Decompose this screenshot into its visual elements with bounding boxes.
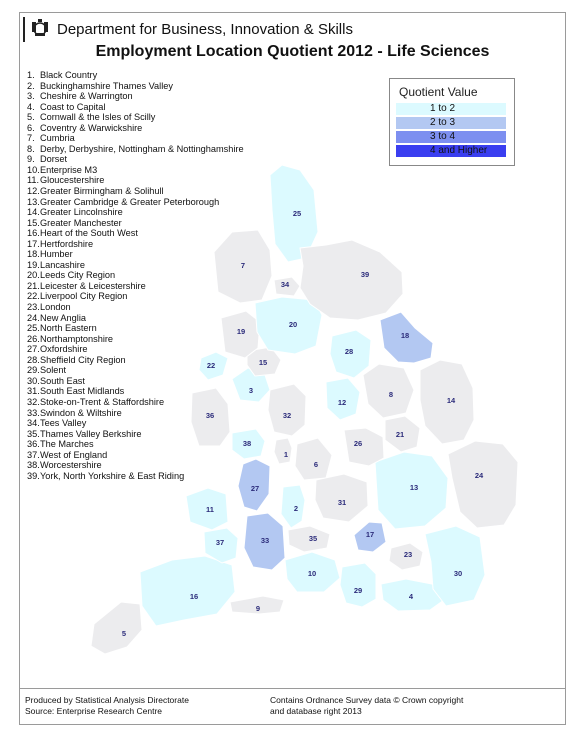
region-list-item [27,260,244,271]
region-20-label: 20 [288,320,298,329]
region-name: Leicester & Leicestershire [40,280,146,291]
region-list-item [27,291,244,302]
region-list [27,70,244,481]
region-name: Lancashire [40,259,85,270]
region-name: North Eastern [40,323,97,334]
region-number: 12. [27,186,40,197]
region-name: Coventry & Warwickshire [40,122,143,133]
region-9-label: 9 [255,604,261,613]
region-36-label: 36 [205,411,215,420]
region-name: Heart of the South West [40,228,138,239]
region-list-item [27,154,244,165]
region-32-label: 32 [282,411,292,420]
footer-copyright-line1: Contains Ordnance Survey data © Crown copyright [270,695,464,705]
region-name: Cheshire & Warrington [40,91,133,102]
region-list-item [27,355,244,366]
region-name: South East Midlands [40,386,125,397]
legend-label: 4 and Higher [430,145,488,156]
region-list-item [27,334,244,345]
region-24-label: 24 [474,471,484,480]
region-list-item [27,228,244,239]
region-29-area [340,563,376,607]
region-list-item [27,175,244,186]
region-name: South East [40,375,85,386]
region-15-label: 15 [258,358,268,367]
region-name: Liverpool City Region [40,291,128,302]
region-number: 6. [27,122,35,133]
region-list-item [27,313,244,324]
region-name: Gloucestershire [40,175,105,186]
region-name: Thames Valley Berkshire [40,428,142,439]
region-22-label: 22 [206,361,216,370]
region-list-item [27,270,244,281]
region-name: Black Country [40,70,98,80]
region-number: 30. [27,375,40,386]
region-1-label: 1 [283,450,289,459]
region-39-area [300,240,403,320]
region-number: 36. [27,439,40,450]
region-32-area [268,384,306,436]
region-23-label: 23 [403,550,413,559]
region-name: Humber [40,249,73,260]
region-list-item [27,344,244,355]
region-name: Greater Birmingham & Solihull [40,186,164,197]
region-18-label: 18 [400,331,410,340]
legend-item-2-to-3 [396,117,506,129]
region-number: 39. [27,470,40,481]
region-list-item [27,165,244,176]
region-name: Solent [40,365,67,376]
region-name: Cumbria [40,133,75,144]
region-14-label: 14 [446,396,456,405]
region-7-label: 7 [240,261,246,270]
region-number: 24. [27,312,40,323]
department-name: Department for Business, Innovation & Skills [57,21,353,38]
region-6-label: 6 [313,460,319,469]
region-name: Hertfordshire [40,238,94,249]
region-number: 13. [27,196,40,207]
region-17-label: 17 [365,530,375,539]
region-number: 16. [27,228,40,239]
region-list-item [27,439,244,450]
region-number: 3. [27,91,35,102]
region-name: Buckinghamshire Thames Valley [40,80,173,91]
region-name: York, North Yorkshire & East Riding [40,470,185,481]
region-29-label: 29 [353,586,363,595]
region-list-item [27,144,244,155]
region-11-label: 11 [206,505,214,514]
footer-produced-by: Produced by Statistical Analysis Directorate [25,695,189,705]
region-30-label: 30 [453,569,463,578]
region-number: 19. [27,259,40,270]
region-list-item [27,471,244,482]
region-list-item [27,418,244,429]
legend-item-3-to-4 [396,131,506,143]
region-number: 27. [27,344,40,355]
region-number: 23. [27,302,40,313]
region-list-item [27,102,244,113]
region-number: 35. [27,428,40,439]
region-19-label: 19 [236,327,246,336]
region-name: The Marches [40,439,94,450]
region-name: Derby, Derbyshire, Nottingham & Nottinghamshire [40,143,244,154]
region-number: 7. [27,133,35,144]
region-16-area [140,556,235,626]
region-name: Dorset [40,154,68,165]
region-name: Swindon & Wiltshire [40,407,122,418]
region-name: Cornwall & the Isles of Scilly [40,112,156,123]
region-name: Greater Cambridge & Greater Peterborough [40,196,220,207]
region-name: London [40,302,71,313]
region-number: 1. [27,70,35,80]
region-number: 14. [27,207,40,218]
region-number: 32. [27,396,40,407]
region-26-area [344,428,384,466]
region-38-label: 38 [242,439,252,448]
region-list-item [27,450,244,461]
region-name: West of England [40,449,108,460]
region-number: 5. [27,112,35,123]
region-number: 31. [27,386,40,397]
region-name: New Anglia [40,312,86,323]
legend-label: 3 to 4 [430,131,456,142]
region-list-item [27,133,244,144]
region-4-label: 4 [408,592,414,601]
region-number: 26. [27,333,40,344]
region-list-item [27,408,244,419]
region-name: Coast to Capital [40,101,106,112]
region-2-label: 2 [293,504,299,513]
region-name: Worcestershire [40,460,102,471]
region-27-label: 27 [250,484,260,493]
region-number: 22. [27,291,40,302]
region-list-item [27,186,244,197]
legend-title: Quotient Value [399,85,478,99]
region-number: 2. [27,80,35,91]
region-6-area [295,438,332,480]
region-25-label: 25 [292,209,302,218]
map-title: Employment Location Quotient 2012 - Life Sciences [95,43,490,60]
region-16-label: 16 [189,592,199,601]
region-list-item [27,281,244,292]
region-list-item [27,239,244,250]
region-24-area [448,441,518,528]
region-number: 4. [27,101,35,112]
region-35-label: 35 [308,534,318,543]
region-list-item [27,207,244,218]
region-name: Greater Lincolnshire [40,207,123,218]
region-number: 15. [27,217,40,228]
region-list-item [27,302,244,313]
region-name: Northamptonshire [40,333,114,344]
region-name: Stoke-on-Trent & Staffordshire [40,396,165,407]
region-list-item [27,218,244,229]
region-34-label: 34 [280,280,290,289]
region-name: Sheffield City Region [40,354,126,365]
region-number: 17. [27,238,40,249]
region-number: 21. [27,280,40,291]
region-list-item [27,397,244,408]
region-number: 28. [27,354,40,365]
region-list-item [27,376,244,387]
region-list-item [27,249,244,260]
region-number: 8. [27,143,35,154]
region-name: Leeds City Region [40,270,116,281]
region-list-item [27,323,244,334]
region-number: 25. [27,323,40,334]
region-8-label: 8 [388,390,394,399]
region-list-item [27,112,244,123]
region-21-label: 21 [395,430,405,439]
region-name: Oxfordshire [40,344,88,355]
region-list-item [27,365,244,376]
region-name: Greater Manchester [40,217,122,228]
region-list-item [27,70,244,81]
legend-item-4-and-higher [396,145,506,157]
region-list-item [27,197,244,208]
region-name: Enterprise M3 [40,164,98,175]
region-13-label: 13 [409,483,419,492]
legend-label: 1 to 2 [430,103,456,114]
region-list-item [27,386,244,397]
region-10-label: 10 [307,569,317,578]
region-28-label: 28 [344,347,354,356]
region-5-area [91,602,142,654]
region-number: 10. [27,164,40,175]
legend-label: 2 to 3 [430,117,456,128]
footer-copyright-line2: and database right 2013 [270,706,362,716]
region-12-label: 12 [337,398,347,407]
region-list-item [27,81,244,92]
legend-item-1-to-2 [396,103,506,115]
region-33-label: 33 [260,536,270,545]
region-number: 11. [27,175,40,186]
region-number: 20. [27,270,40,281]
region-list-item [27,429,244,440]
region-5-label: 5 [121,629,127,638]
region-number: 29. [27,365,40,376]
region-number: 9. [27,154,35,165]
footer-source: Source: Enterprise Research Centre [25,706,163,716]
region-list-item [27,91,244,102]
region-name: Tees Valley [40,418,87,429]
region-3-label: 3 [248,386,254,395]
region-31-label: 31 [337,498,347,507]
region-number: 38. [27,460,40,471]
region-number: 34. [27,418,40,429]
region-number: 18. [27,249,40,260]
region-number: 33. [27,407,40,418]
legend [389,78,515,166]
region-list-item [27,123,244,134]
region-list-item [27,460,244,471]
region-39-label: 39 [360,270,370,279]
region-37-label: 37 [215,538,225,547]
region-26-label: 26 [353,439,363,448]
region-number: 37. [27,449,40,460]
